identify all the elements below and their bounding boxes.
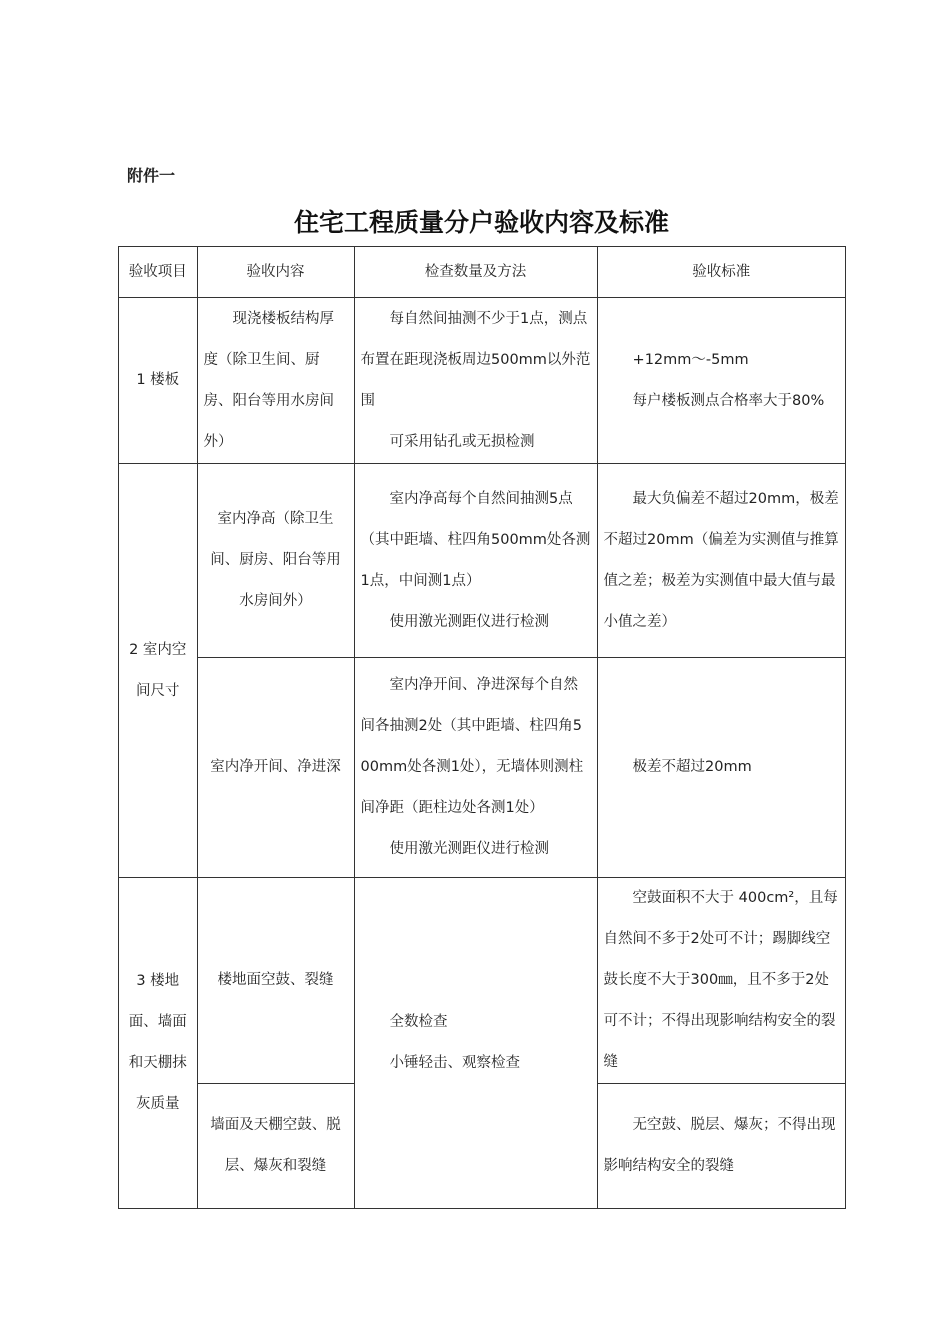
- standard-text: 极差不超过20mm: [632, 759, 752, 775]
- standard-cell: [597, 464, 845, 658]
- method-text: 室内净高每个自然间抽测5点（其中距墙、柱四角500mm处各测1点，中间测1点）: [360, 490, 591, 589]
- content-cell: [197, 878, 354, 1084]
- content-cell: [197, 1084, 354, 1209]
- method-text: 使用激光测距仪进行检测: [389, 613, 549, 630]
- header-standard: 验收标准: [597, 247, 845, 298]
- header-method: 检查数量及方法: [354, 247, 597, 298]
- method-cell: [354, 658, 597, 878]
- content-text: 楼地面空鼓、裂缝: [217, 972, 334, 988]
- item-cell: [119, 298, 198, 464]
- standard-cell: [597, 658, 845, 878]
- standard-text: 每户楼板测点合格率大于80%: [632, 392, 825, 409]
- item-text: 2 室内空间尺寸: [129, 641, 187, 699]
- method-cell: [354, 298, 597, 464]
- table-row: [119, 658, 846, 878]
- method-text: 小锤轻击、观察检查: [389, 1055, 520, 1071]
- standard-text: 无空鼓、脱层、爆灰；不得出现影响结构安全的裂缝: [603, 1117, 836, 1174]
- item-cell: [119, 878, 198, 1209]
- table-row: [119, 298, 846, 464]
- standard-cell: [597, 878, 845, 1084]
- header-content: 验收内容: [197, 247, 354, 298]
- standard-text: 最大负偏差不超过20mm，极差不超过20mm（偏差为实测值与推算值之差；极差为实测值中最大值与最小值之差）: [603, 490, 839, 630]
- table-header-row: [119, 247, 846, 298]
- content-cell: [197, 298, 354, 464]
- standard-cell: [597, 1084, 845, 1209]
- item-text: 3 楼地面、墙面和天棚抹灰质量: [128, 973, 187, 1112]
- method-text: 全数检查: [389, 1014, 448, 1030]
- table-row: [119, 878, 846, 1084]
- item-cell: [119, 464, 198, 878]
- page-title: 住宅工程质量分户验收内容及标准: [293, 208, 669, 237]
- method-cell: [354, 878, 597, 1209]
- method-text: 每自然间抽测不少于1点，测点布置在距现浇板周边500mm以外范围: [360, 310, 591, 409]
- method-text: 室内净开间、净进深每个自然间各抽测2处（其中距墙、柱四角500mm处各测1处），无墙体则测柱间净距（距柱边处各测1处）: [360, 677, 584, 816]
- method-text: 使用激光测距仪进行检测: [389, 841, 549, 857]
- table-row: [119, 464, 846, 658]
- standard-text: +12mm～-5mm: [632, 351, 749, 368]
- content-cell: [197, 658, 354, 878]
- content-text: 现浇楼板结构厚度（除卫生间、厨房、阳台等用水房间外）: [203, 310, 334, 450]
- content-cell: [197, 464, 354, 658]
- content-text: 室内净高（除卫生间、厨房、阳台等用水房间外）: [210, 511, 341, 609]
- content-text: 墙面及天棚空鼓、脱层、爆灰和裂缝: [210, 1117, 341, 1174]
- standard-text: 空鼓面积不大于 400cm²，且每自然间不多于2处可不计；踢脚线空鼓长度不大于300㎜，且不多于2处可不计；不得出现影响结构安全的裂缝: [603, 890, 838, 1070]
- standard-cell: [597, 298, 845, 464]
- acceptance-table: [118, 246, 846, 1209]
- item-text: 1 楼板: [136, 372, 180, 388]
- content-text: 室内净开间、净进深: [210, 759, 341, 775]
- header-item: 验收项目: [119, 247, 198, 298]
- attachment-label: 附件一: [127, 166, 176, 185]
- method-cell: [354, 464, 597, 658]
- method-text: 可采用钻孔或无损检测: [389, 433, 535, 450]
